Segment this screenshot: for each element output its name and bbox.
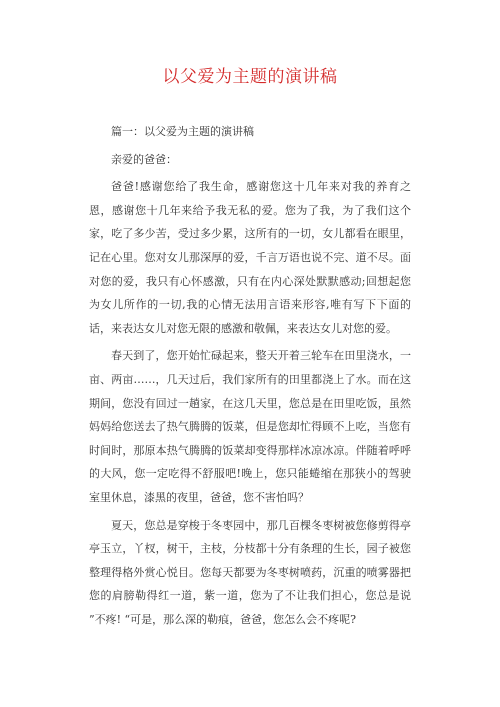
document-body — [89, 120, 411, 635]
paragraph: 春天到了，您开始忙碌起来，整天开着三轮车在田里浇水，一亩、两亩……，几天过后，我们家所有的田里都浇上了水。而在这期间，您没有回过一趟家，在这几天里，您总是在田里吃饭，虽然妈妈给您送去了热气腾腾的饭菜，但是您却忙得顾不上吃，当您有时间时，那原本热气腾腾的饭菜却变得那样冰凉冰凉。伴随着呼呼的大风，您一定吃得不舒服吧!晚上，您只能蜷缩在那狭小的驾驶室里休息，漆黑的夜里，爸爸，您不害怕吗？ — [89, 349, 411, 504]
document-title: 以父爱为主题的演讲稿 — [162, 67, 338, 87]
paragraph: 爸爸!感谢您给了我生命，感谢您这十几年来对我的养育之恩，感谢您十几年来给予我无私的爱。您为了我，为了我们这个家，吃了多少苦，受过多少累，这所有的一切，女儿都看在眼里，记在心里。您对女儿那深厚的爱，千言万语也说不完、道不尽。面对您的爱，我只有心怀感激，只有在内心深处默默感动;回想起您为女儿所作的一切,我的心情无法用言语来形容,唯有写下下面的话，来表达女儿对您无限的感激和敬佩，来表达女儿对您的爱。 — [89, 180, 411, 335]
salutation: 亲爱的爸爸： — [111, 152, 177, 166]
section-heading: 篇一：以父爱为主题的演讲稿 — [111, 125, 254, 138]
paragraph: 夏天，您总是穿梭于冬枣园中，那几百棵冬枣树被您修剪得亭亭玉立，丫杈，树干，主枝，分枝都十分有条理的生长，园子被您整理得格外赏心悦目。您每天都要为冬枣树喷药，沉重的喷雾器把您的肩膀勒得红一道，紫一道，您为了不让我们担心，您总是说 ”不疼! “可是，那么深的勒痕，爸爸，您怎么会不疼呢? — [89, 518, 411, 626]
